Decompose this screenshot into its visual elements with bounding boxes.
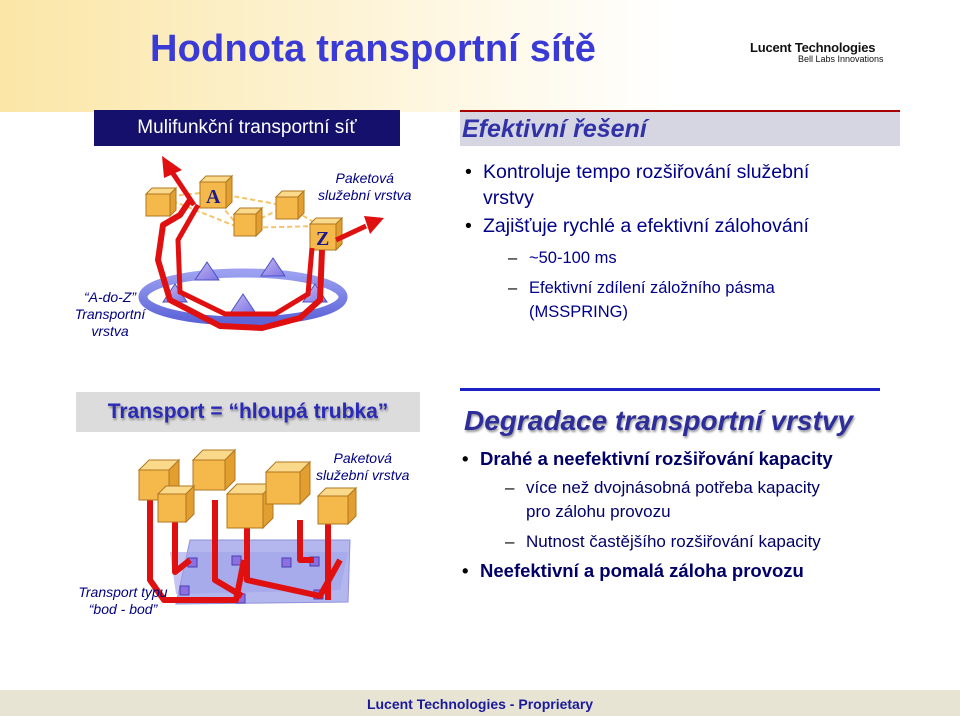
bullet-item: • Neefektivní a pomalá záloha provozu xyxy=(462,558,833,584)
sub-bullet-item: – více než dvojnásobná potřeba kapacity xyxy=(462,476,833,500)
bullet-item: • Zajišťuje rychlé a efektivní zálohování xyxy=(465,214,809,238)
packet-node-cube xyxy=(158,486,194,522)
page-title: Hodnota transportní sítě xyxy=(150,28,597,70)
footer xyxy=(0,690,960,716)
efficient-solution-list xyxy=(465,160,809,324)
slab-node xyxy=(232,556,241,565)
point-to-point-label: Transport typu “bod - bod” xyxy=(78,584,168,617)
packet-node-cube xyxy=(276,191,304,219)
a-to-z-layer-label: “A-do-Z” Transportní vrstva xyxy=(74,289,146,339)
sub-bullet-item: – Efektivní zdílení záložního pásma xyxy=(465,276,809,300)
logo-sub-text: Bell Labs Innovations xyxy=(798,54,884,64)
arrow-right-head xyxy=(364,216,384,234)
packet-node-cube xyxy=(146,188,176,216)
ring-node xyxy=(231,294,255,312)
ring-node xyxy=(261,258,285,276)
packet-node-cube xyxy=(266,462,310,504)
sub-bullet-item: – Nutnost častějšího rozšiřování kapacity xyxy=(462,530,833,554)
packet-node-cube xyxy=(318,488,356,524)
network-box-title: Mulifunkční transportní síť xyxy=(94,110,400,146)
transport-dumb-pipe-heading: Transport = “hloupá trubka” xyxy=(76,392,420,432)
node-z-label: Z xyxy=(316,228,330,250)
degradation-heading: Degradace transportní vrstvy xyxy=(460,388,880,439)
sub-bullet-item-cont: pro zálohu provozu xyxy=(526,502,671,521)
node-a-label: A xyxy=(206,186,221,208)
slab-node xyxy=(282,558,291,567)
bullet-item-cont: vrstvy xyxy=(483,187,534,209)
logo-main-text: Lucent Technologies xyxy=(750,40,876,55)
packet-node-cube xyxy=(193,450,235,490)
bottom-packet-layer-label: Paketová služební vrstva xyxy=(316,450,410,483)
sub-bullet-item: – ~50-100 ms xyxy=(465,246,809,270)
degradation-list xyxy=(462,446,833,584)
footer-text: Lucent Technologies - Proprietary xyxy=(366,696,594,712)
top-packet-layer-label: Paketová služební vrstva xyxy=(318,170,412,203)
bullet-item: • Kontroluje tempo rozšiřování služební xyxy=(465,160,809,184)
sub-bullet-item-cont: (MSSPRING) xyxy=(529,303,628,321)
bullet-item: • Drahé a neefektivní rozšiřování kapacity xyxy=(462,446,833,472)
packet-node-cube xyxy=(234,208,262,236)
efficient-solution-heading: Efektivní řešení xyxy=(460,110,900,146)
